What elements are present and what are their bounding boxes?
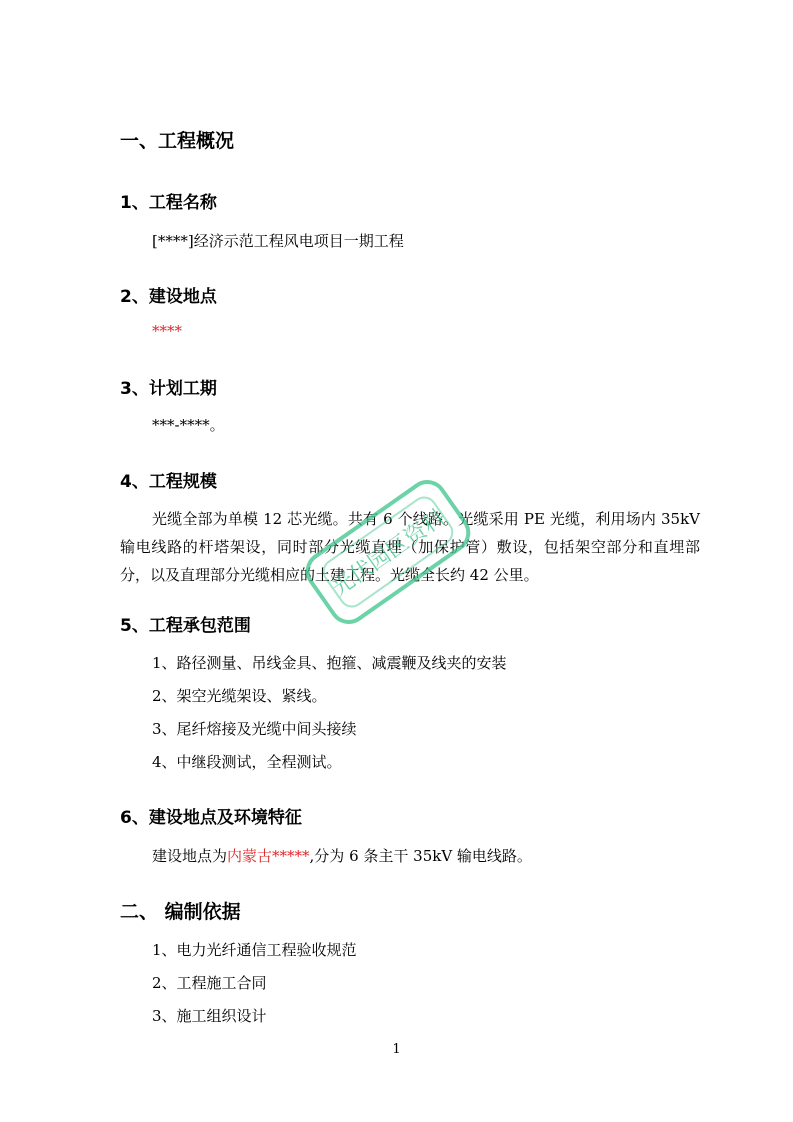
heading-project-name: 1、工程名称	[120, 193, 217, 213]
heading-scale: 4、工程规模	[120, 472, 217, 492]
env-prefix: 建设地点为	[152, 847, 228, 865]
page-number: 1	[392, 1042, 401, 1057]
scale-paragraph: 光缆全部为单模 12 芯光缆。共有 6 个线路。光缆采用 PE 光缆，利用场内 35kV 输电线路的杆塔架设，同时部分光缆直埋（加保护管）敷设，包括架空部分和直埋部分，以及直理部分光缆相应的土建工程。光缆全长约 42 公里。	[120, 510, 700, 584]
environment-line	[152, 845, 532, 866]
section-2-title: 二、 编制依据	[120, 901, 241, 923]
scope-item: 4、中继段测试，全程测试。	[152, 753, 342, 771]
scope-item: 3、尾纤熔接及光缆中间头接续	[152, 720, 357, 738]
schedule-value: ***-****。	[152, 416, 225, 434]
heading-location: 2、建设地点	[120, 287, 217, 307]
watermark-text: 光伏园区资料	[327, 505, 451, 602]
heading-scope: 5、工程承包范围	[120, 616, 251, 636]
basis-item: 1、电力光纤通信工程验收规范	[152, 941, 357, 959]
env-suffix: ,分为 6 条主干 35kV 输电线路。	[309, 847, 532, 865]
project-name-value: [****]经济示范工程风电项目一期工程	[152, 232, 404, 250]
heading-environment: 6、建设地点及环境特征	[120, 808, 302, 828]
location-value: ****	[152, 322, 182, 340]
heading-schedule: 3、计划工期	[120, 379, 217, 399]
scope-item: 2、架空光缆架设、紧线。	[152, 687, 327, 705]
section-1-title: 一、工程概况	[120, 130, 235, 152]
basis-item: 2、工程施工合同	[152, 974, 267, 992]
scope-item: 1、路径测量、吊线金具、抱箍、减震鞭及线夹的安装	[152, 654, 507, 672]
env-region: 内蒙古*****	[227, 847, 310, 865]
basis-item: 3、施工组织设计	[152, 1007, 267, 1025]
